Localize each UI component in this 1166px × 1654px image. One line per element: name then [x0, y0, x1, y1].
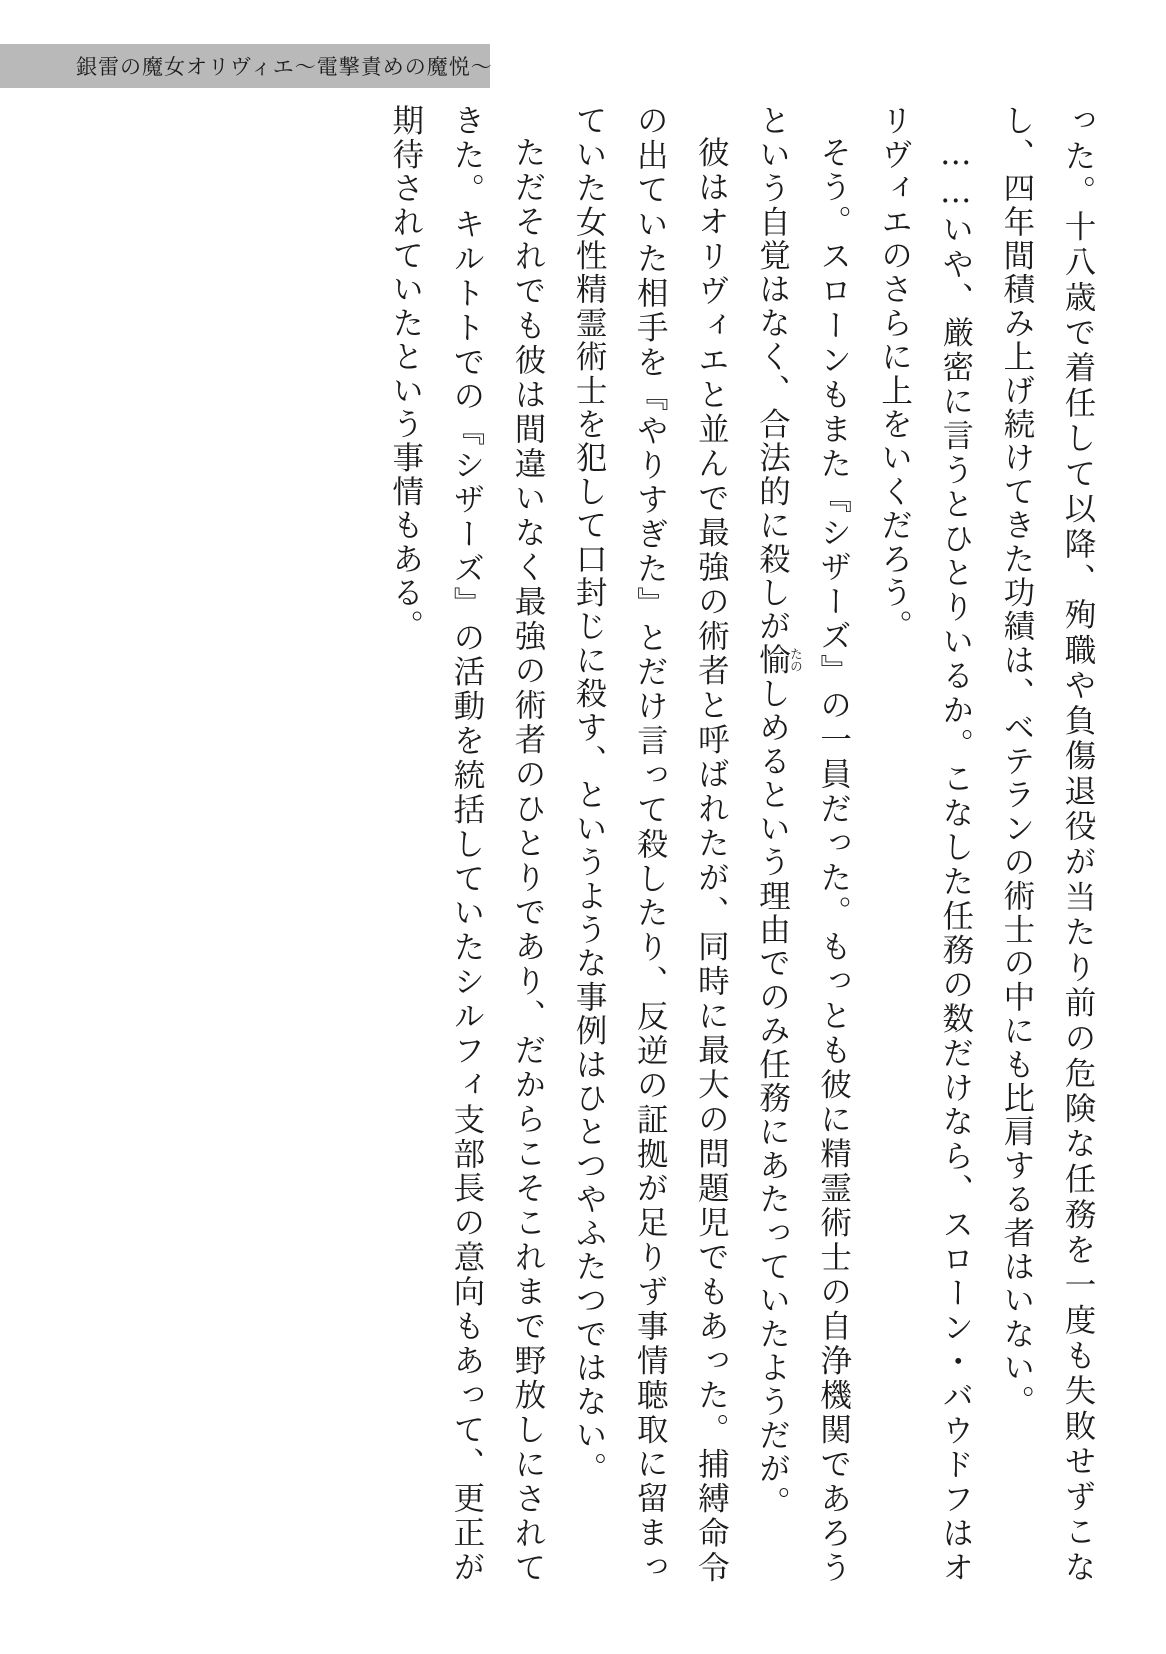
chapter-title: 銀雷の魔女オリヴィエ～電撃責めの魔悦～	[76, 55, 493, 79]
chapter-header-band	[0, 44, 493, 88]
paragraph: 彼はオリヴィエと並んで最強の術者と呼ばれたが、同時に最大の問題児でもあった。捕縛命令の出ていた相手を『やりすぎた』とだけ言って殺したり、反逆の証拠が足りず事情聴取に留まっていた女性精霊術士を犯して口封じに殺す、というような事例はひとつやふたつではない。	[571, 104, 730, 1584]
paragraph: ただそれでも彼は間違いなく最強の術者のひとりであり、だからこそこれまで野放しにされてきた。キルトトでの『シザーズ』の活動を統括していたシルフィ支部長の意向もあって、更正が期待されていたという事情もある。	[387, 104, 547, 1584]
paragraph	[741, 104, 863, 1584]
ruby-text: たの	[787, 643, 803, 677]
ruby-annotation: 愉たの	[754, 643, 803, 677]
novel-text-body	[58, 104, 1108, 1584]
paragraph: った。十八歳で着任して以降、殉職や負傷退役が当たり前の危険な任務を一度も失敗せずこなし、四年間積み上げ続けてきた功績は、ベテランの術士の中にも比肩する者はいない。	[998, 104, 1096, 1584]
paragraph: ……いや、厳密に言うとひとりいるか。こなした任務の数だけなら、スローン・バウドフはオリヴィエのさらに上をいくだろう。	[876, 104, 974, 1584]
paragraph-text-part-a: そう。スローンもまた『シザーズ』の一員だった。もっとも彼に精霊術士の自浄機関であろうという自覚はなく、合法的に殺しが愉たのしめるという理由でのみ任務にあたっていたようだが。	[754, 104, 852, 1584]
